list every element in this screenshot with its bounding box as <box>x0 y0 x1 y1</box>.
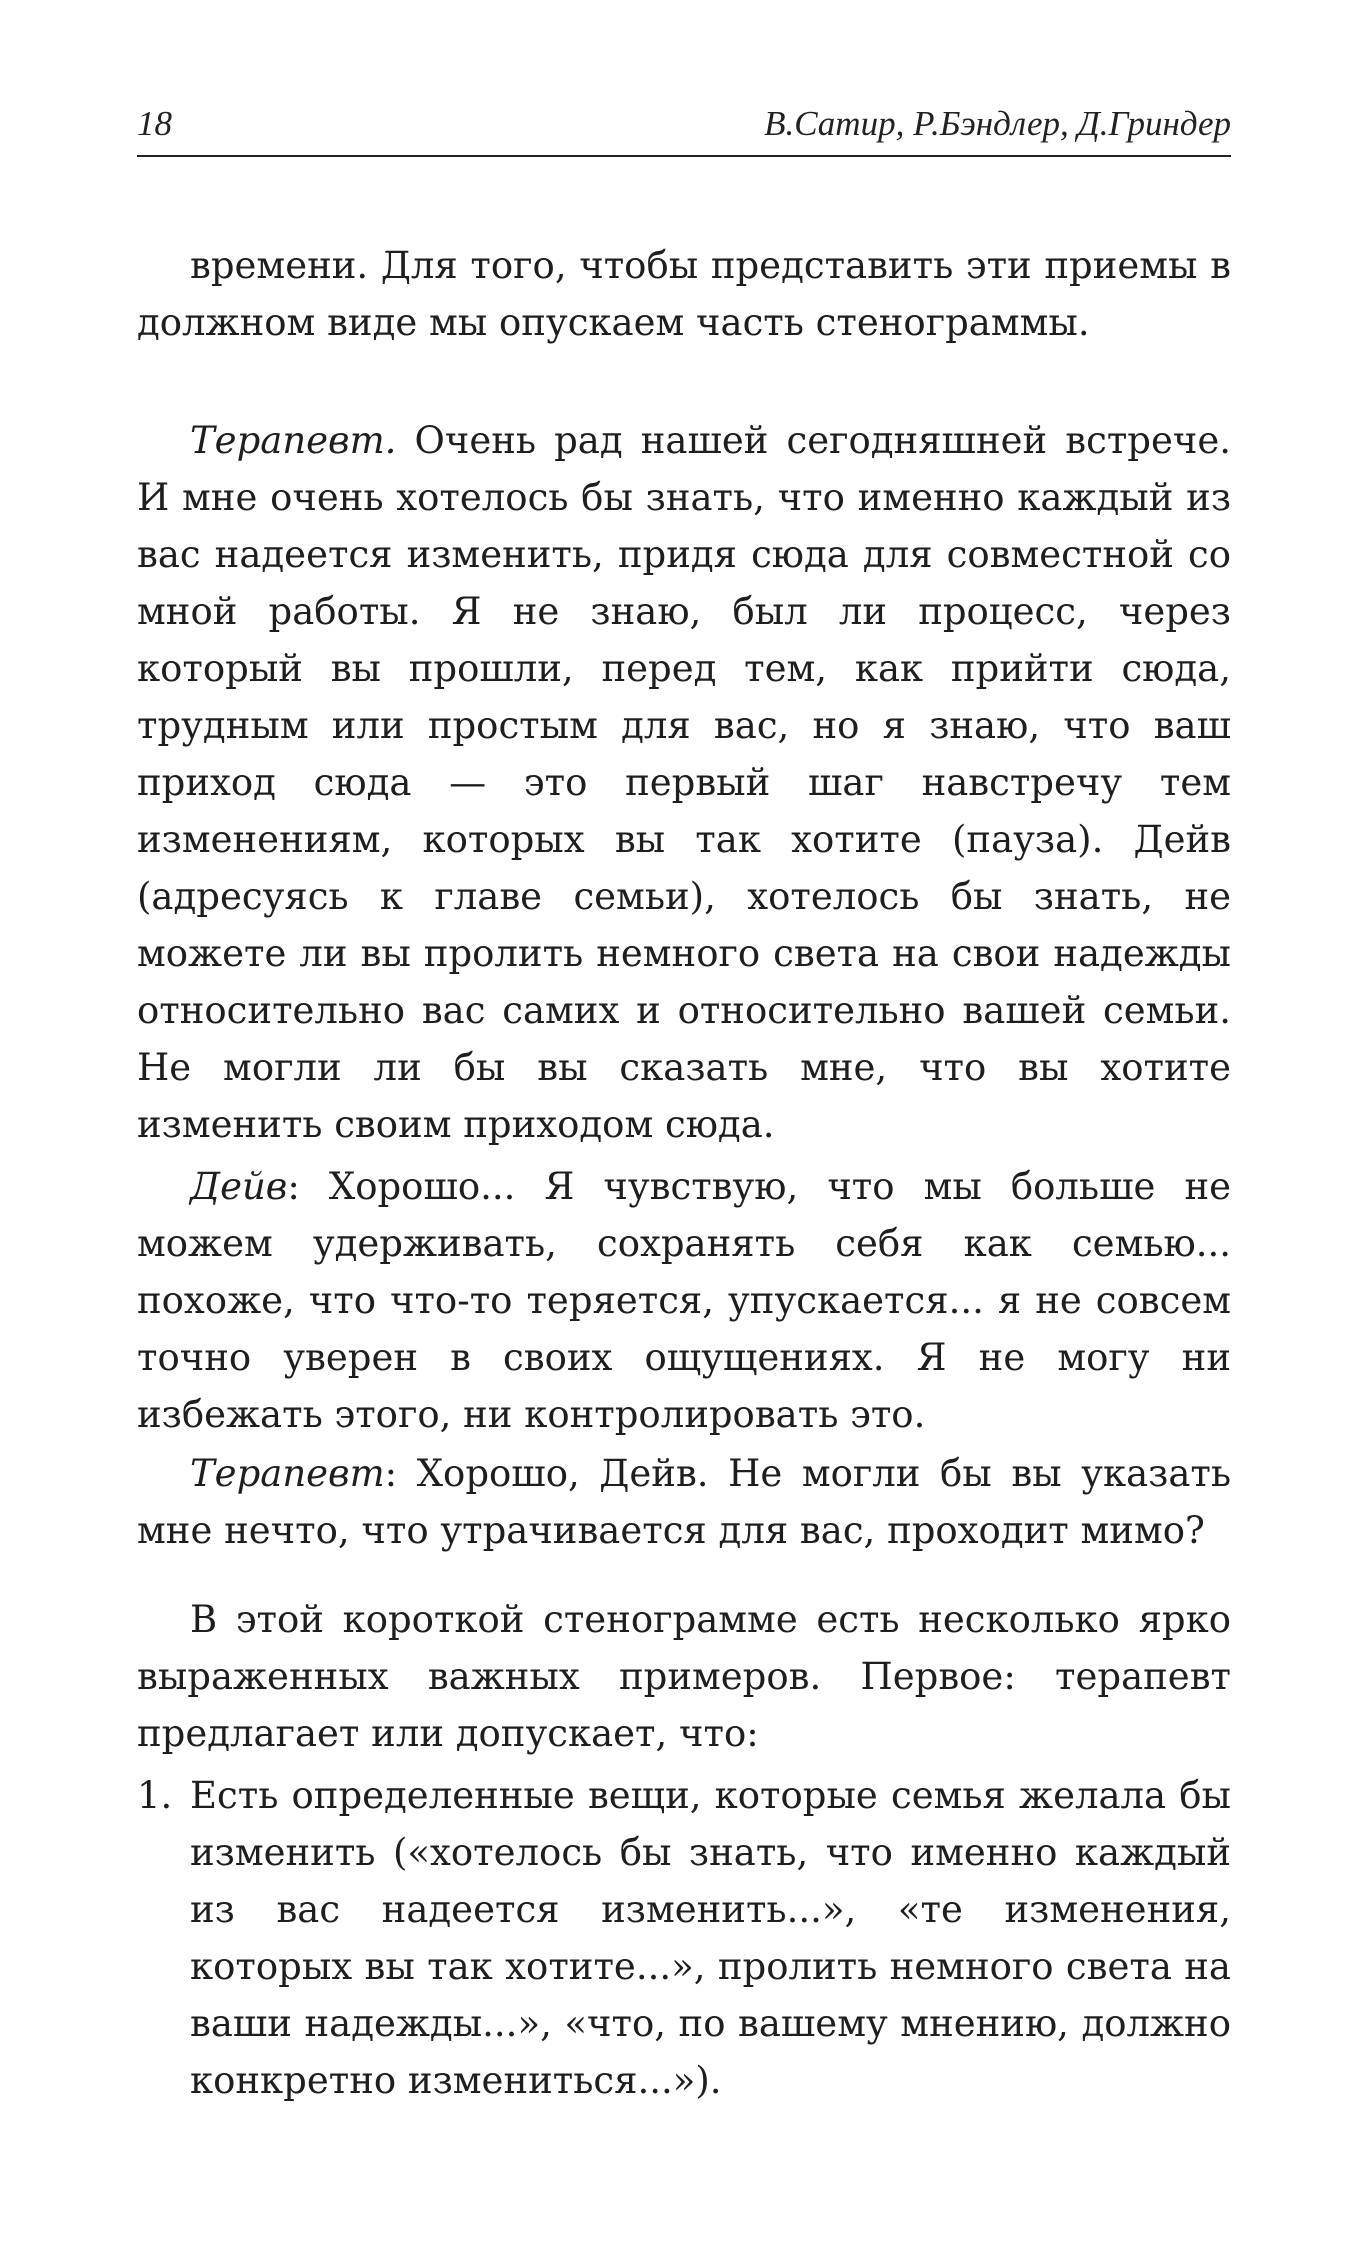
list-number: 1. <box>137 1774 173 1817</box>
header-rule <box>137 155 1231 157</box>
running-header <box>137 104 1231 154</box>
paragraph-text: Очень рад нашей сегодняшней встрече. И мне очень хотелось бы знать, что именно каждый из вас надеется изменить, придя сюда для совместной со мной работы. Я не знаю, был ли процесс, через который вы прошли, перед тем, как прийти сюда, трудным или простым для вас, но я знаю, что ваш приход сюда — это первый шаг навстречу тем изменениям, которых вы так хотите (пауза). Дейв (адресуясь к главе семьи), хотелось бы знать, не можете ли вы пролить немного света на свои надежды относительно вас самих и относительно вашей семьи. Не могли ли бы вы сказать мне, что вы хотите изменить своим приходом сюда. <box>137 419 1231 1146</box>
speaker-label: Дейв <box>190 1165 288 1208</box>
paragraph-commentary <box>137 1591 1231 1762</box>
paragraph-text: времени. Для того, чтобы представить эти приемы в должном виде мы опускаем часть стенограммы. <box>137 244 1231 344</box>
running-header-authors: В.Сатир, Р.Бэндлер, Д.Гриндер <box>764 104 1231 143</box>
paragraph-dave <box>137 1158 1231 1443</box>
list-text: Есть определенные вещи, которые семья желала бы изменить («хотелось бы знать, что именно каждый из вас надеется изменить...», «те изменения, которых вы так хотите...», пролить немного света на ваши надежды...», «что, по вашему мнению, должно конкретно измениться...»). <box>190 1774 1231 2102</box>
speaker-label: Терапевт <box>190 1452 385 1495</box>
page-number: 18 <box>137 104 172 143</box>
paragraph-text: : Хорошо... Я чувствую, что мы больше не можем удерживать, сохранять себя как семью... похоже, что что-то теряется, упускается... я не совсем точно уверен в своих ощущениях. Я не могу ни избежать этого, ни контролировать это. <box>137 1165 1231 1436</box>
paragraph-continuation <box>137 237 1231 351</box>
speaker-label: Терапевт. <box>190 419 397 462</box>
paragraph-therapist-1 <box>137 412 1231 1153</box>
paragraph-text: : Хорошо, Дейв. Не могли бы вы указать мне нечто, что утрачивается для вас, проходит мимо? <box>137 1452 1231 1552</box>
paragraph-text: В этой короткой стенограмме есть несколько ярко выраженных важных примеров. Первое: терапевт предлагает или допускает, что: <box>137 1598 1231 1755</box>
paragraph-therapist-2 <box>137 1445 1231 1559</box>
list-item <box>137 1767 1231 2109</box>
